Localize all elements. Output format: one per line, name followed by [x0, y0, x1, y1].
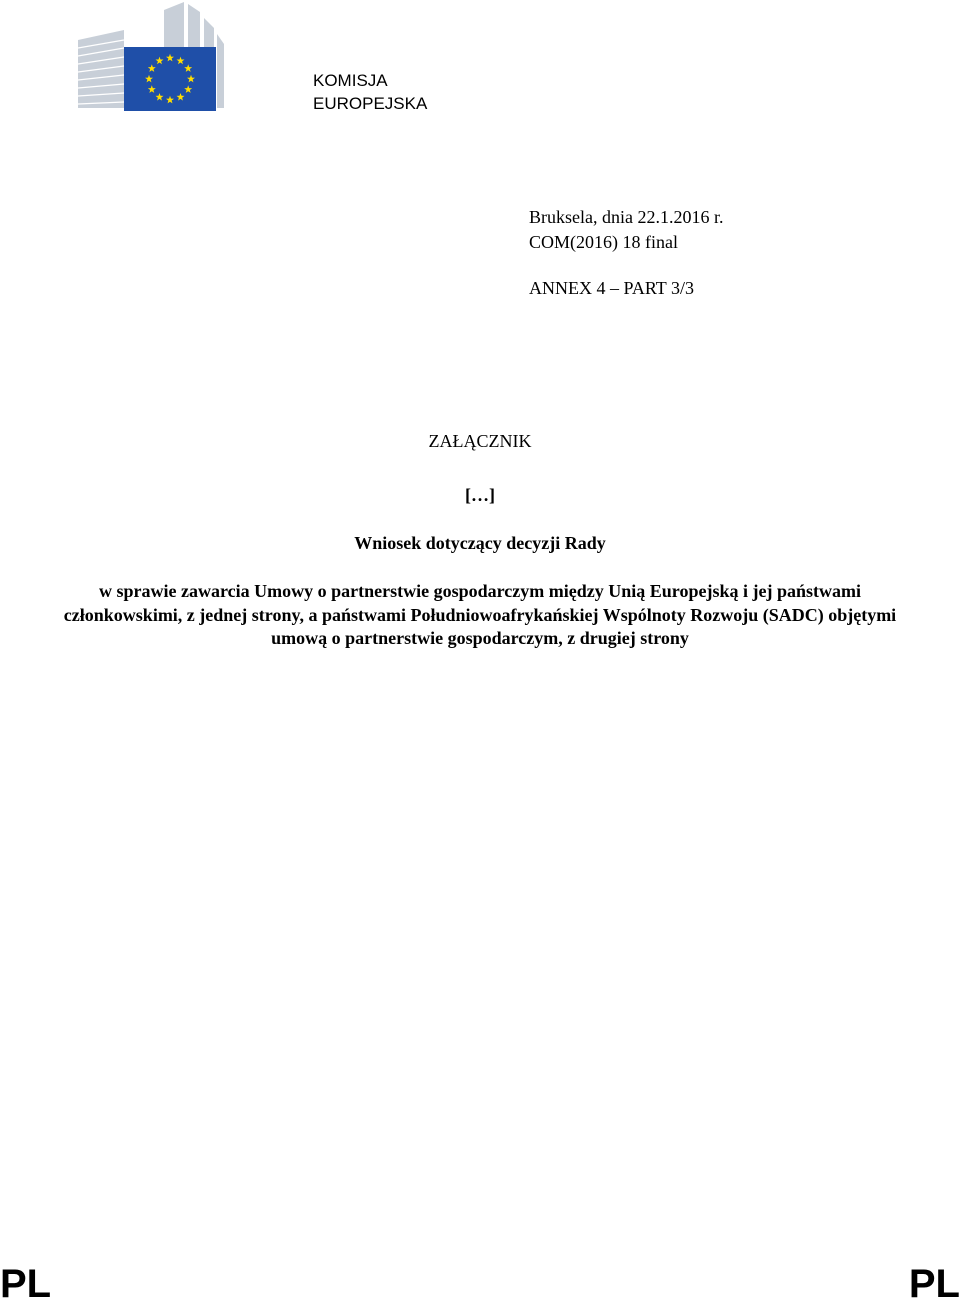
- organization-name: [313, 69, 427, 115]
- language-code-left: PL: [0, 1262, 52, 1306]
- proposal-subject: w sprawie zawarcia Umowy o partnerstwie gospodarczym między Unią Europejską i jej państwami członkowskimi, z jednej strony, a państwami Południowoafrykańskiej Wspólnoty Rozwoju (SADC) objętymi umową o partnerstwie gospodarczym, z drugiej strony: [63, 581, 897, 648]
- document-reference: COM(2016) 18 final: [529, 232, 678, 252]
- proposal-title: Wniosek dotyczący decyzji Rady: [354, 533, 606, 553]
- place-and-date: Bruksela, dnia 22.1.2016 r.: [529, 207, 724, 227]
- organization-name-line1: KOMISJA: [313, 71, 388, 90]
- organization-name-line2: EUROPEJSKA: [313, 94, 428, 113]
- language-code-right: PL: [908, 1262, 960, 1306]
- annex-part: ANNEX 4 – PART 3/3: [529, 278, 694, 298]
- annex-title: ZAŁĄCZNIK: [428, 431, 532, 451]
- european-commission-logo-icon: [76, 0, 226, 112]
- omission-mark: […]: [465, 485, 495, 505]
